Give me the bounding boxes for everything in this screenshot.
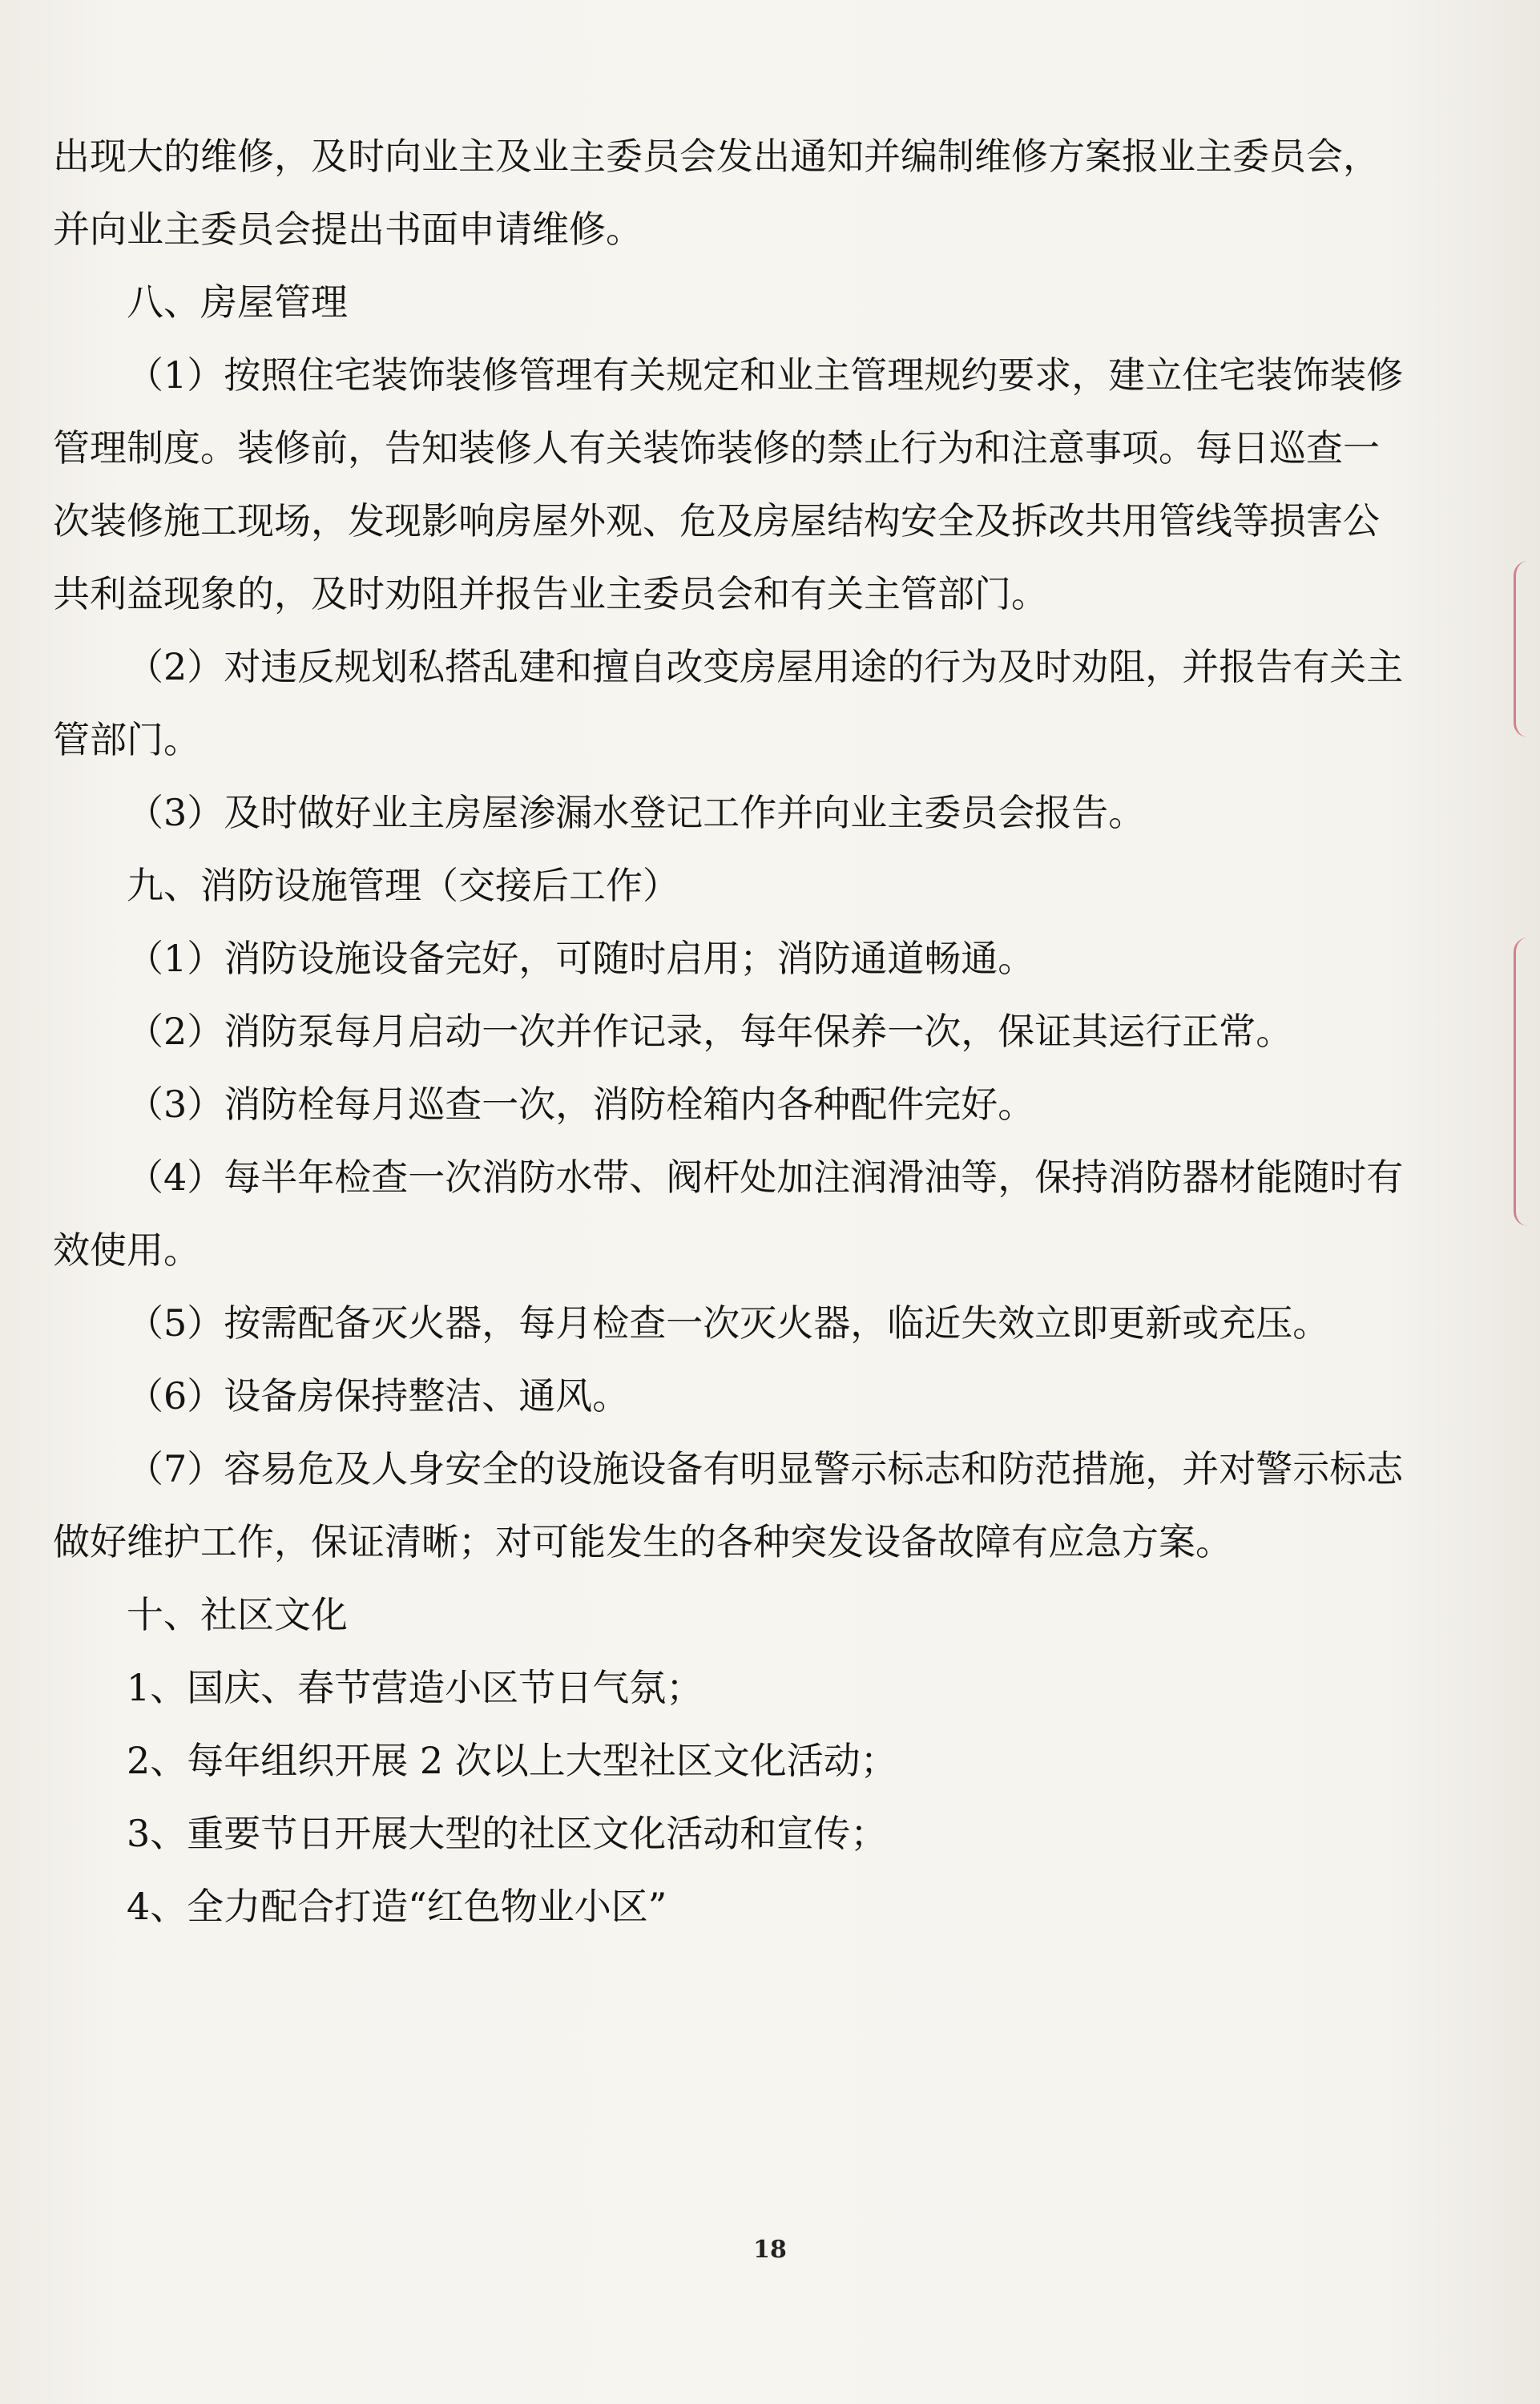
paragraph-8-1: （1）按照住宅装饰装修管理有关规定和业主管理规约要求，建立住宅装饰装修管理制度。装修前，告知装修人有关装饰装修的禁止行为和注意事项。每日巡查一次装修施工现场，发现影响房屋外观、危及房屋结构安全及拆改共用管线等损害公共利益现象的，及时劝阻并报告业主委员会和有关主管部门。 (53, 353, 1404, 615)
paragraph-0: 出现大的维修，及时向业主及业主委员会发出通知并编制维修方案报业主委员会，并向业主委员会提出书面申请维修。 (53, 135, 1380, 251)
section-heading-10: 十、社区文化 (127, 1593, 348, 1636)
section-heading-9: 九、消防设施管理（交接后工作） (127, 864, 679, 907)
list-item-10-2: 2、每年组织开展 2 次以上大型社区文化活动； (127, 1739, 897, 1782)
paragraph-9-5: （5）按需配备灭火器，每月检查一次灭火器，临近失效立即更新或充压。 (127, 1301, 1330, 1345)
seal-stamp-edge-top (1514, 561, 1540, 737)
paragraph-9-4: （4）每半年检查一次消防水带、阀杆处加注润滑油等，保持消防器材能随时有效使用。 (53, 1156, 1404, 1272)
paragraph-9-1: （1）消防设施设备完好，可随时启用；消防通道畅通。 (127, 937, 1035, 980)
list-item-10-1: 1、国庆、春节营造小区节日气氛； (127, 1666, 703, 1709)
paragraph-9-2: （2）消防泵每月启动一次并作记录，每年保养一次，保证其运行正常。 (127, 1010, 1293, 1053)
page-number: 18 (753, 2236, 787, 2264)
paragraph-8-2: （2）对违反规划私搭乱建和擅自改变房屋用途的行为及时劝阻，并报告有关主管部门。 (53, 645, 1404, 761)
section-heading-8: 八、房屋管理 (127, 280, 348, 324)
paragraph-9-6: （6）设备房保持整洁、通风。 (127, 1374, 630, 1418)
paragraph-8-3: （3）及时做好业主房屋渗漏水登记工作并向业主委员会报告。 (127, 791, 1146, 834)
paragraph-9-7: （7）容易危及人身安全的设施设备有明显警示标志和防范措施，并对警示标志做好维护工作，保证清晰；对可能发生的各种突发设备故障有应急方案。 (53, 1447, 1404, 1563)
list-item-10-4: 4、全力配合打造“红色物业小区” (127, 1885, 667, 1928)
paragraph-9-3: （3）消防栓每月巡查一次，消防栓箱内各种配件完好。 (127, 1083, 1035, 1126)
list-item-10-3: 3、重要节日开展大型的社区文化活动和宣传； (127, 1812, 888, 1855)
body-text (53, 120, 1415, 1943)
seal-stamp-edge-bottom (1514, 938, 1540, 1226)
